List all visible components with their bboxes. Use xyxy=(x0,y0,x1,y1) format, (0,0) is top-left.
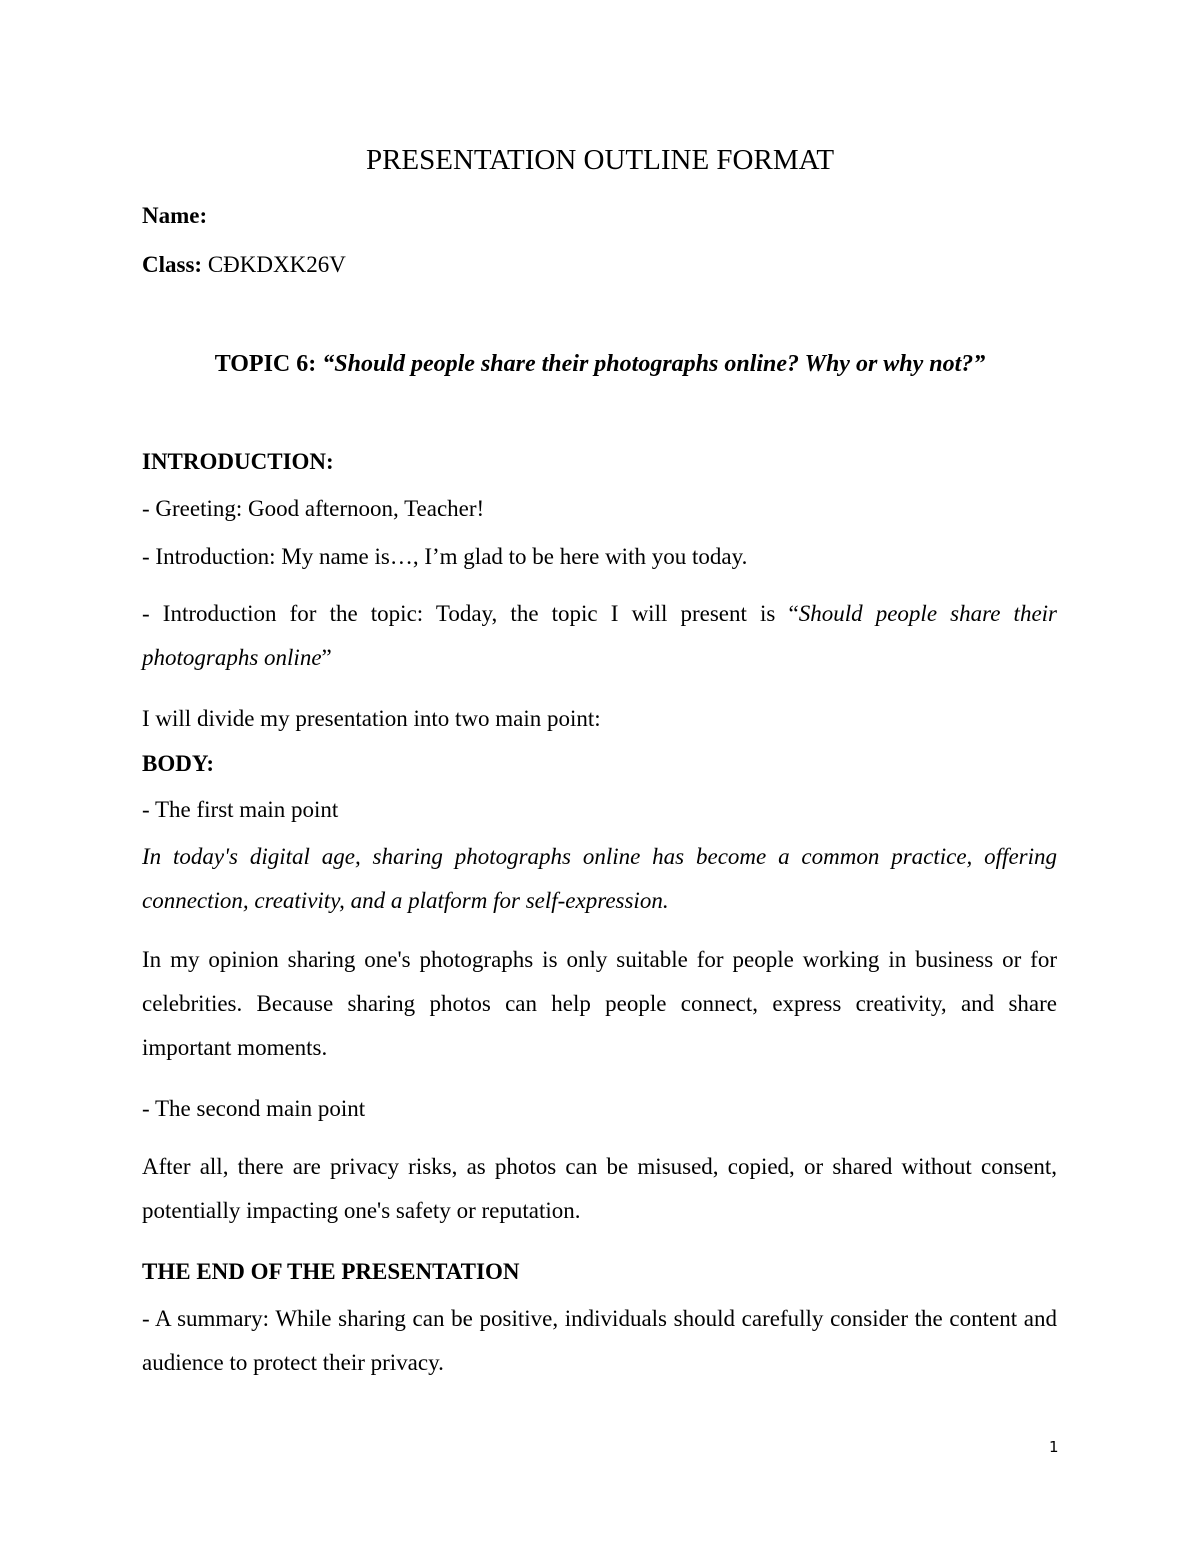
topic-intro-prefix: - Introduction for the topic: Today, the topic I will present is “ xyxy=(142,601,799,626)
topic-question: “Should people share their photographs online? Why or why not?” xyxy=(322,351,986,377)
topic-introduction-paragraph xyxy=(142,592,1057,680)
introduction-heading: INTRODUCTION: xyxy=(142,449,334,474)
divide-line: I will divide my presentation into two main point: xyxy=(142,706,601,731)
first-point-paragraph: In today's digital age, sharing photographs online has become a common practice, offering connection, creativity, and a platform for self-expression. xyxy=(142,844,1057,913)
topic-prefix: TOPIC 6: xyxy=(214,351,323,377)
summary-paragraph: - A summary: While sharing can be positive, individuals should carefully consider the content and audience to protect their privacy. xyxy=(142,1306,1057,1375)
first-point-label: - The first main point xyxy=(142,797,339,822)
document-title: PRESENTATION OUTLINE FORMAT xyxy=(365,144,835,176)
topic-heading xyxy=(0,352,1200,376)
class-value: CĐKDXK26V xyxy=(207,252,346,277)
greeting-line: - Greeting: Good afternoon, Teacher! xyxy=(142,496,485,521)
end-heading: THE END OF THE PRESENTATION xyxy=(142,1259,520,1284)
introduction-line: - Introduction: My name is…, I’m glad to be here with you today. xyxy=(142,544,748,569)
second-point-label: - The second main point xyxy=(142,1096,366,1121)
page-number: 1 xyxy=(1049,1438,1059,1456)
topic-intro-suffix: ” xyxy=(321,645,332,670)
privacy-paragraph: After all, there are privacy risks, as photos can be misused, copied, or shared without consent, potentially impacting one's safety or reputation. xyxy=(142,1154,1057,1223)
name-label: Name: xyxy=(142,203,208,228)
class-label: Class: xyxy=(142,252,203,277)
body-heading: BODY: xyxy=(142,751,214,776)
topic-intro-title: Should people share their photographs online xyxy=(142,601,1057,670)
class-line xyxy=(142,253,346,276)
opinion-paragraph: In my opinion sharing one's photographs is only suitable for people working in business or for celebrities. Because sharing photos can help people connect, express creativity, and share important moments. xyxy=(142,947,1057,1060)
